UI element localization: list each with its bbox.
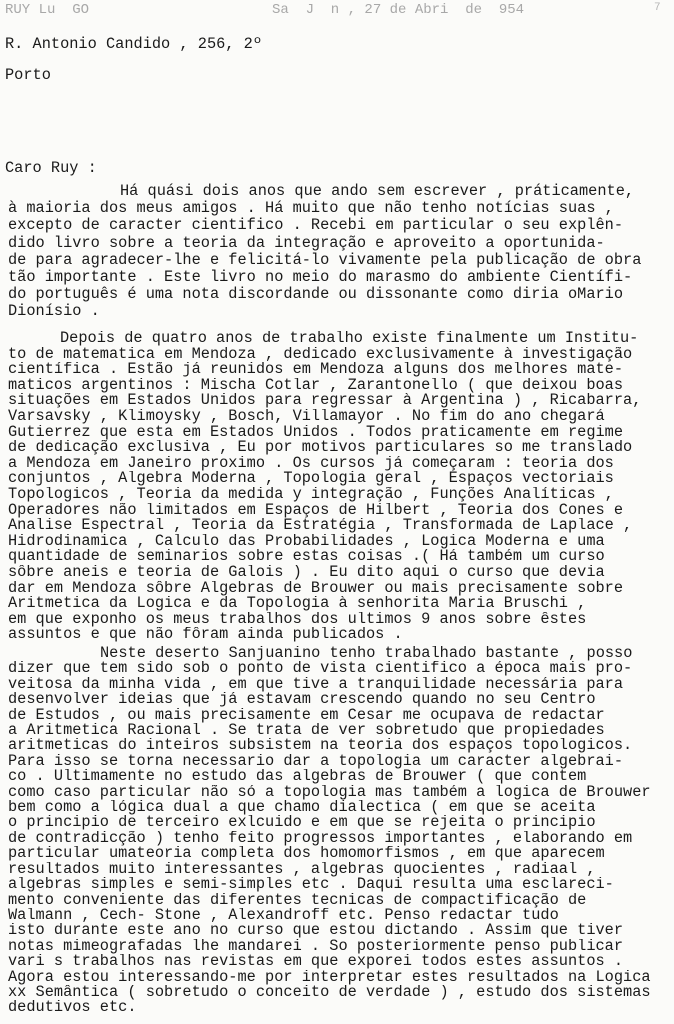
letter-line: mento conveniente das diferentes tecnicas de compactificação de xyxy=(8,892,587,908)
letter-line: a Aritmetica Racional . Se trata de ver sobretudo que propiedades xyxy=(8,723,605,739)
letter-line: Gutierrez que esta em Estados Unidos . Todos praticamente em regime xyxy=(8,424,624,441)
letter-line: como caso particular não só a topologia mas também a logica de Brouwer xyxy=(8,784,651,801)
letter-line: maticos argentinos : Mischa Cotlar , Zarantonello ( que deixou boas xyxy=(8,377,624,394)
recipient-address-city: Porto xyxy=(5,66,51,84)
letter-line: científica . Estão já reunidos em Mendoza alguns dos melhores mate- xyxy=(8,362,624,378)
letter-line: a Mendoza em Janeiro proximo . Os cursos já começaram : teoria dos xyxy=(8,455,614,472)
letter-line: de dedicação exclusiva , Eu por motivos particulares so me translado xyxy=(8,440,633,456)
letter-line: to de matematica em Mendoza , dedicado exclusivamente à investigação xyxy=(8,346,633,363)
salutation: Caro Ruy : xyxy=(5,159,97,177)
letter-line: de Estudos , ou mais precisamente em Cesar me ocupava de redactar xyxy=(8,707,605,724)
letter-line: Aritmetica da Logica e da Topologia à senhorita Maria Bruschi , xyxy=(8,596,587,612)
letter-line: Hidrodinamica , Calculo das Probabilidades , Logica Moderna e uma xyxy=(8,533,605,550)
letter-line: Operadores não limitados em Espaços de Hilbert , Teoria dos Cones e xyxy=(8,502,624,519)
letter-line: conjuntos , Algebra Moderna , Topologia geral , Espaços vectoriais xyxy=(8,471,614,487)
letter-line: vari s trabalhos nas revistas em que exporei todos estes assuntos . xyxy=(8,954,624,970)
date-line: Sa J n , 27 de Abri de 954 xyxy=(272,2,525,18)
letter-line: particular umateoria completa dos homomorfismos , em que aparecem xyxy=(8,846,605,862)
letter-line: de contradicção ) tenho feito progressos importantes , elaborando em xyxy=(8,830,633,847)
letter-line: Topologicos , Teoria da medida y integração , Funções Analíticas , xyxy=(8,486,614,503)
letter-line: assuntos e que não fôram ainda publicados . xyxy=(8,627,403,643)
letter-line: em que exponho os meus trabalhos dos ultimos 9 anos sobre êstes xyxy=(8,611,587,628)
letter-line: situações em Estados Unidos para regressar à Argentina ) , Ricabarra, xyxy=(8,393,642,409)
letter-line: isto durante este ano no curso que estou dictando . Assim que tiver xyxy=(8,923,624,939)
letter-line: do português é uma nota discordande ou dissonante como diria oMario xyxy=(8,286,624,304)
letter-line: sôbre aneis e teoria de Galois ) . Eu dito aqui o curso que devia xyxy=(8,564,605,581)
letter-line: resultados muito interessantes , algebras quocientes , radiaal , xyxy=(8,861,596,878)
letter-line: excepto de caracter cientifico . Recebi em particular o seu explên- xyxy=(8,217,624,235)
letter-line: de para agradecer-lhe e felicitá-lo vivamente pela publicação de obra xyxy=(8,251,642,269)
paragraph-1 xyxy=(8,183,670,321)
letter-line: Agora estou interessando-me por interpretar estes resultados na Logica xyxy=(8,969,651,985)
letter-line: quantidade de seminarios sobre estas coisas .( Há também um curso xyxy=(8,549,605,565)
letter-line: Neste deserto Sanjuanino tenho trabalhado bastante , posso xyxy=(100,646,633,662)
letter-line: Depois de quatro anos de trabalho existe finalmente um Institu- xyxy=(60,331,639,347)
recipient-address-street: R. Antonio Candido , 256, 2º xyxy=(5,35,263,53)
letter-line: Varsavsky , Klimoysky , Bosch, Villamayor . No fim do ano chegará xyxy=(8,408,605,425)
paragraph-3 xyxy=(8,646,670,1016)
page-mark: 7 xyxy=(654,2,661,14)
letter-line: dar em Mendoza sôbre Algebras de Brouwer ou mais precisamente sobre xyxy=(8,580,624,597)
letter-line: dizer que tem sido sob o ponto de vista cientifico a época mais pro- xyxy=(8,661,633,677)
letter-line: xx Semântica ( sobretudo o conceito de verdade ) , estudo dos sistemas xyxy=(8,984,651,1001)
paragraph-2 xyxy=(8,331,670,643)
letter-line: aritmeticas do inteiros subsistem na teoria dos espaços topologicos. xyxy=(8,738,633,754)
sender-header: RUY Lu GO xyxy=(5,2,90,18)
letter-line: Dionísio . xyxy=(8,303,100,321)
letter-line: Para isso se torna necessario dar a topologia um caracter algebrai- xyxy=(8,753,624,770)
letter-line: dido livro sobre a teoria da integração e aproveito a oportunida- xyxy=(8,234,605,252)
letter-line: Analise Espectral , Teoria da Estratégia , Transformada de Laplace , xyxy=(8,518,633,534)
letter-line: à maioria dos meus amigos . Há muito que não tenho notícias suas , xyxy=(8,200,614,218)
letter-line: o principio de terceiro exlcuido e em que se rejeita o principio xyxy=(8,815,596,831)
letter-line: Walmann , Cech- Stone , Alexandroff etc. Penso redactar tudo xyxy=(8,907,559,924)
letter-line: co . Ultimamente no estudo das algebras de Brouwer ( que contem xyxy=(8,769,587,785)
letter-line: veitosa da minha vida , em que tive a tranquilidade necessária para xyxy=(8,676,624,693)
letter-line: tão importante . Este livro no meio do marasmo do ambiente Científi- xyxy=(8,269,633,287)
letter-line: Há quási dois anos que ando sem escrever , práticamente, xyxy=(120,183,635,200)
letter-line: algebras simples e semi-simples etc . Daqui resulta uma esclareci- xyxy=(8,877,614,893)
letter-line: dedutivos etc. xyxy=(8,1000,137,1016)
letter-line: notas mimeografadas lhe mandarei . So posteriormente penso publicar xyxy=(8,938,624,955)
letter-line: bem como a lógica dual a que chamo dialectica ( em que se aceita xyxy=(8,800,596,816)
letter-line: desenvolver ideias que já estavam crescendo quando no seu Centro xyxy=(8,692,596,708)
